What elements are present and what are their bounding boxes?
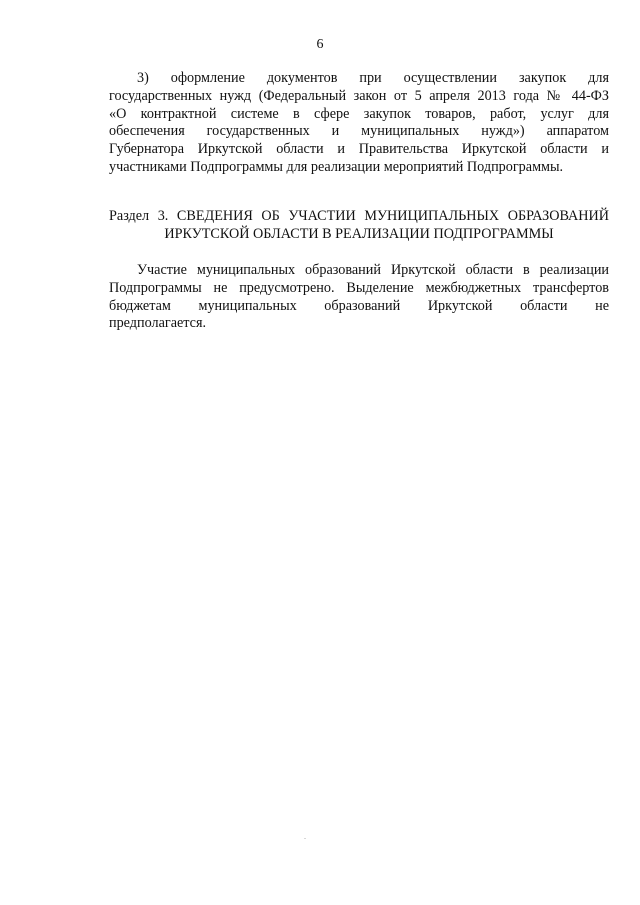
paragraph-municipal-participation bbox=[109, 262, 609, 333]
section-heading-line-2: ИРКУТСКОЙ ОБЛАСТИ В РЕАЛИЗАЦИИ ПОДПРОГРАММЫ bbox=[164, 226, 554, 242]
paragraph-line: 3) оформление документов при осуществлении закупок для bbox=[137, 70, 609, 86]
paragraph-line: государственных нужд (Федеральный закон от 5 апреля 2013 года № 44-ФЗ bbox=[109, 87, 609, 104]
paragraph-line: предполагается. bbox=[109, 315, 207, 332]
paragraph-line: участниками Подпрограммы для реализации мероприятий Подпрограммы. bbox=[109, 158, 564, 175]
paragraph-line: Участие муниципальных образований Иркутской области в реализации bbox=[137, 262, 609, 278]
paragraph-procurement bbox=[109, 70, 609, 177]
paragraph-line: бюджетам муниципальных образований Иркутской области не bbox=[109, 297, 609, 314]
footer-mark: . bbox=[304, 832, 306, 841]
paragraph-line: «О контрактной системе в сфере закупок товаров, работ, услуг для bbox=[109, 105, 609, 122]
paragraph-line: Подпрограммы не предусмотрено. Выделение межбюджетных трансфертов bbox=[109, 279, 609, 296]
paragraph-line: Губернатора Иркутской области и Правительства Иркутской области и bbox=[109, 141, 609, 158]
section-heading-line-1: Раздел 3. СВЕДЕНИЯ ОБ УЧАСТИИ МУНИЦИПАЛЬНЫХ ОБРАЗОВАНИЙ bbox=[109, 208, 609, 224]
section-heading bbox=[109, 207, 609, 243]
page-number: 6 bbox=[316, 37, 324, 52]
paragraph-line: обеспечения государственных и муниципальных нужд») аппаратом bbox=[109, 123, 609, 140]
